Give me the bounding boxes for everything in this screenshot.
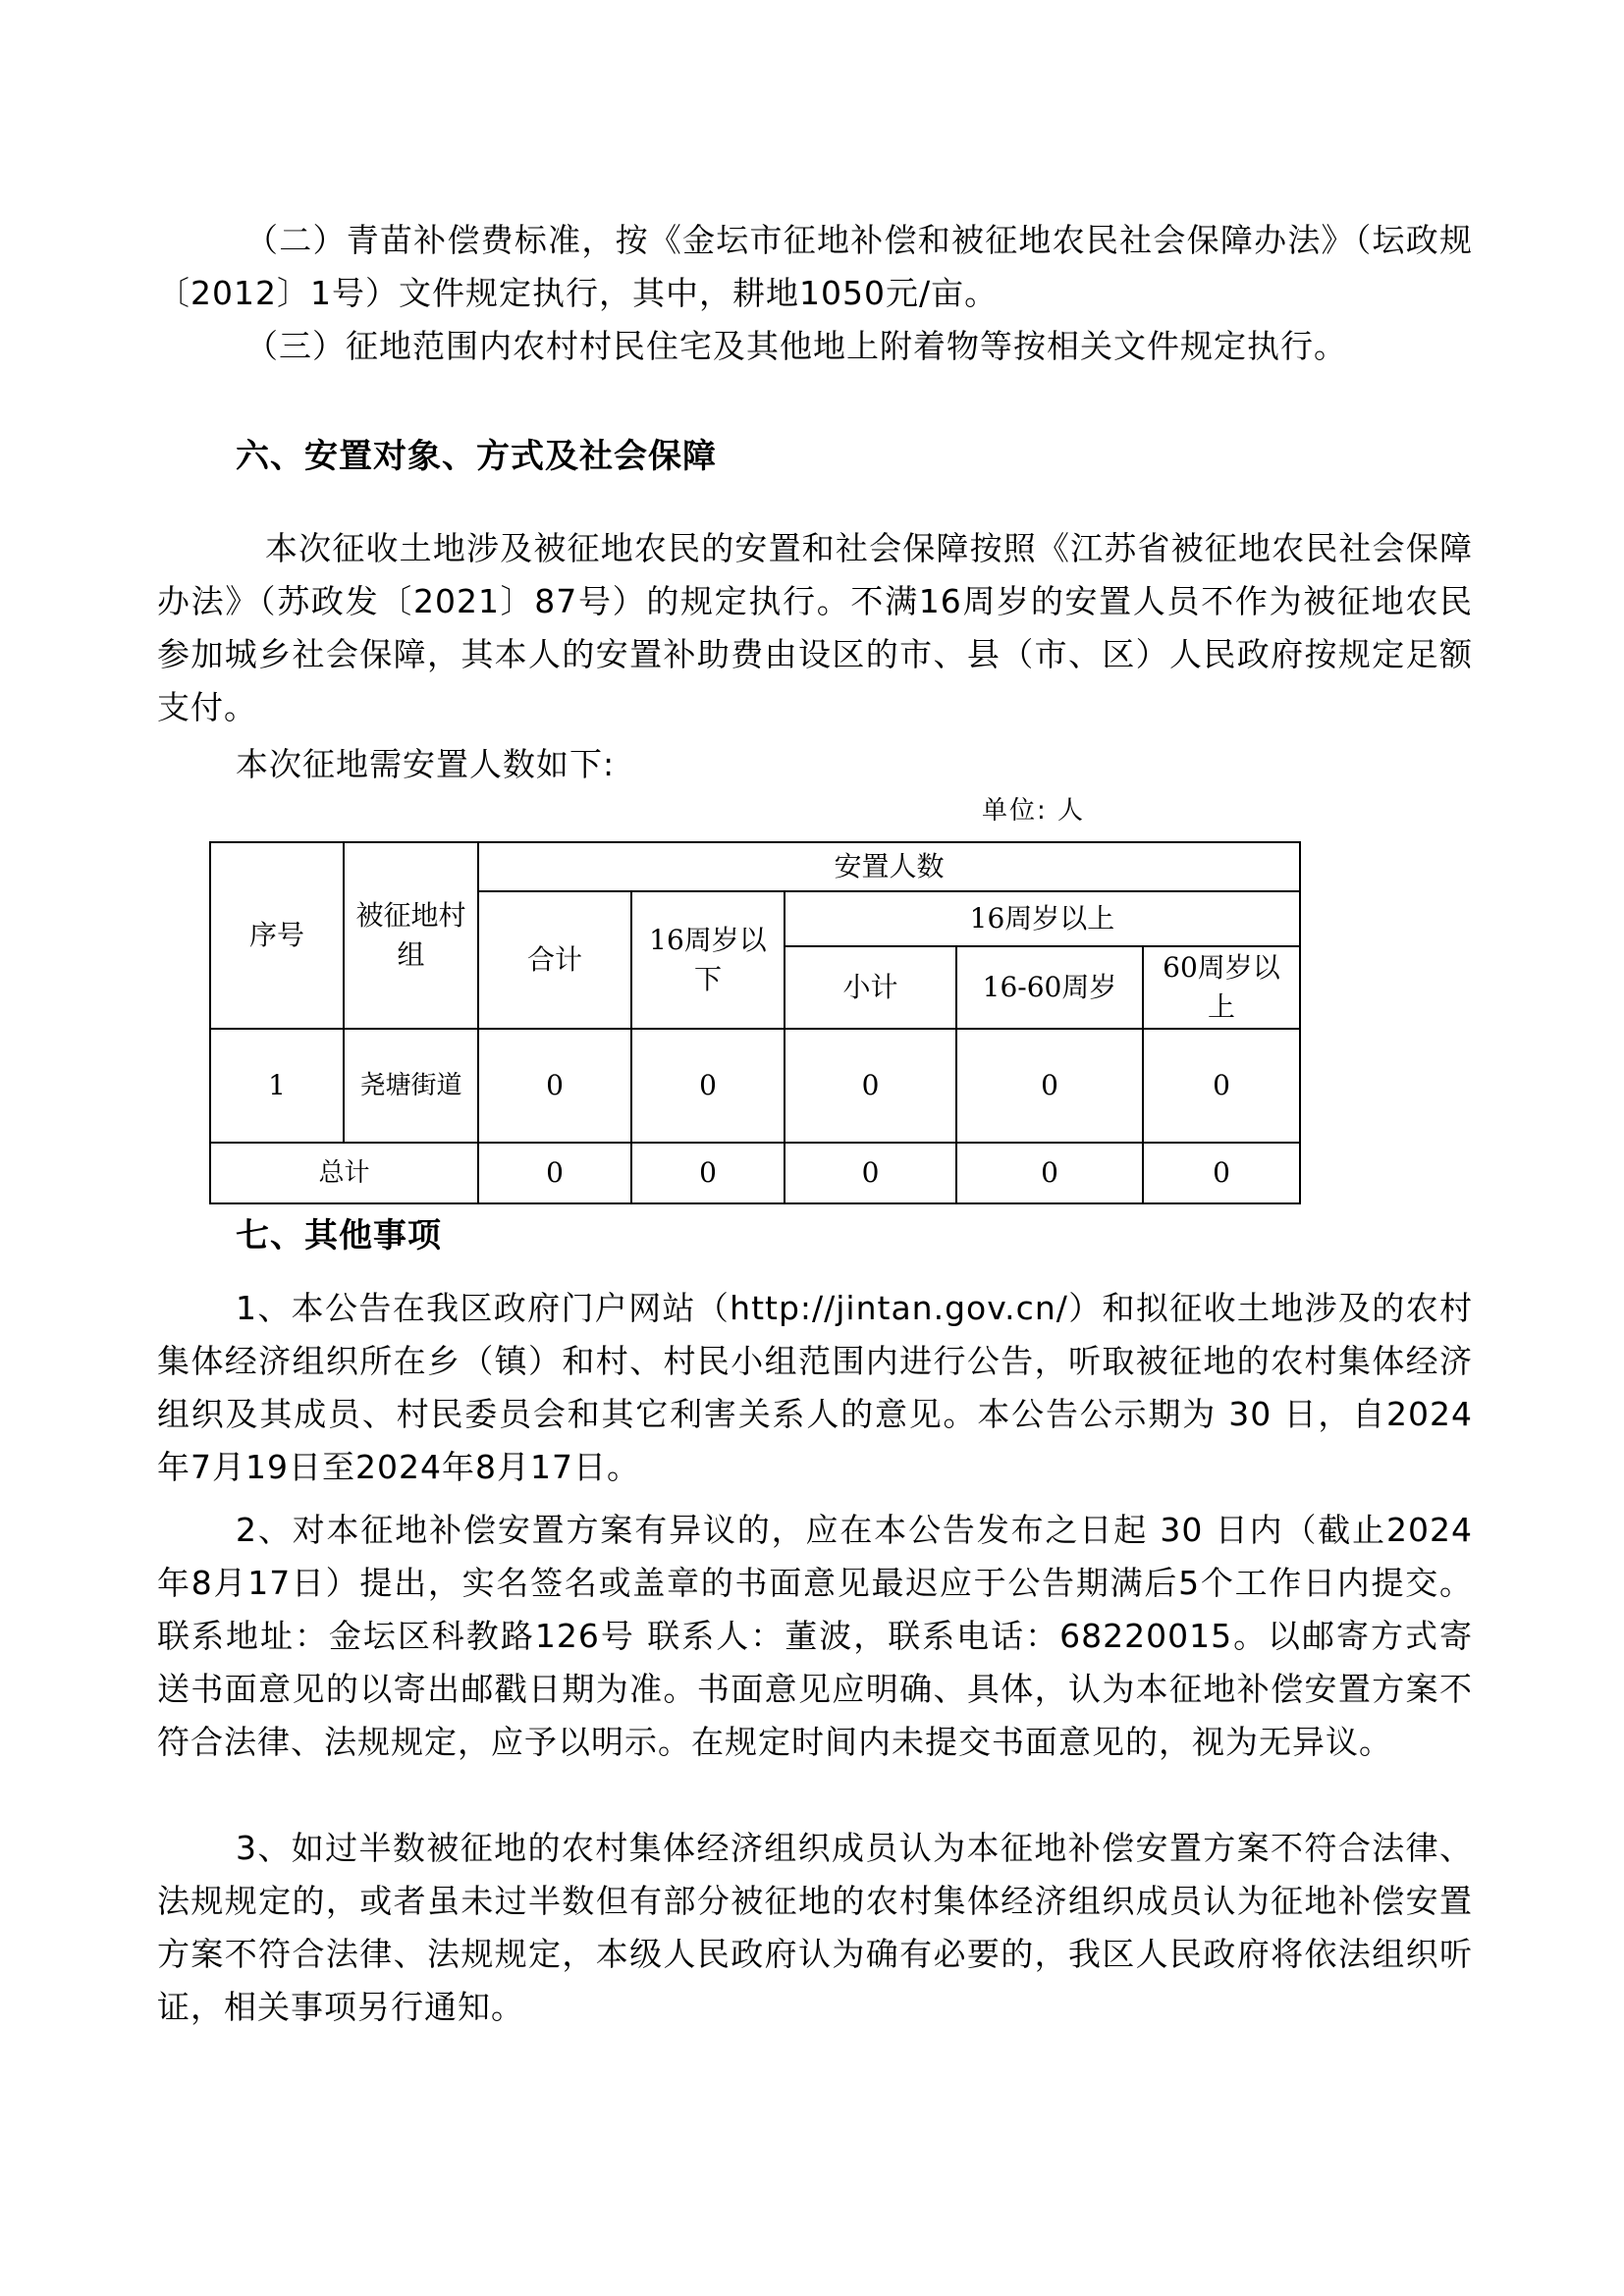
cell-sum-under16: 0 [631,1143,785,1203]
cell-subtotal: 0 [785,1029,956,1143]
header-age16-60: 16-60周岁 [956,946,1143,1029]
cell-sum-subtotal: 0 [785,1143,956,1203]
table-row [210,1029,1300,1143]
header-over60: 60周岁以上 [1143,946,1300,1029]
header-seq: 序号 [210,842,344,1029]
paragraph-item-2: 2、对本征地补偿安置方案有异议的，应在本公告发布之日起 30 日内（截止2024年8月17日）提出，实名签名或盖章的书面意见最迟应于公告期满后5个工作日内提交。联系地址：金坛区科教路126号 联系人：董波，联系电话：68220015。以邮寄方式寄送书面意见的以寄出邮戳日期为准。书面意见应明确、具体，认为本征地补偿安置方案不符合法律、法规规定，应予以明示。在规定时间内未提交书面意见的，视为无异议。 [157,1511,1473,1761]
paragraph-placement-count-intro: 本次征地需安置人数如下: [236,745,616,783]
header-total: 合计 [478,891,631,1029]
cell-sum-total: 0 [478,1143,631,1203]
header-under16: 16周岁以下 [631,891,785,1029]
paragraph-seedling-compensation: （二）青苗补偿费标准，按《金坛市征地补偿和被征地农民社会保障办法》（坛政规〔2012〕1号）文件规定执行，其中，耕地1050元/亩。 [157,221,1473,312]
cell-sum-over60: 0 [1143,1143,1300,1203]
section-heading-6: 六、安置对象、方式及社会保障 [236,437,717,476]
paragraph-residence-attachments: （三）征地范围内农村村民住宅及其他地上附着物等按相关文件规定执行。 [245,327,1347,365]
header-people: 安置人数 [478,842,1300,891]
header-over16: 16周岁以上 [785,891,1300,946]
cell-over60: 0 [1143,1029,1300,1143]
cell-under16: 0 [631,1029,785,1143]
cell-seq: 1 [210,1029,344,1143]
table-unit-label: 单位: 人 [982,796,1086,826]
cell-village: 尧塘街道 [344,1029,478,1143]
paragraph-placement-rules: 本次征收土地涉及被征地农民的安置和社会保障按照《江苏省被征地农民社会保障办法》（苏政发〔2021〕87号）的规定执行。不满16周岁的安置人员不作为被征地农民参加城乡社会保障，其本人的安置补助费由设区的市、县（市、区）人民政府按规定足额支付。 [157,529,1473,726]
header-village: 被征地村组 [344,842,478,1029]
paragraph-item-1: 1、本公告在我区政府门户网站（http://jintan.gov.cn/）和拟征收土地涉及的农村集体经济组织所在乡（镇）和村、村民小组范围内进行公告，听取被征地的农村集体经济组织及其成员、村民委员会和其它利害关系人的意见。本公告公示期为 30 日，自2024年7月19日至2024年8月17日。 [157,1289,1473,1486]
placement-count-table [209,841,1301,1204]
paragraph-item-3: 3、如过半数被征地的农村集体经济组织成员认为本征地补偿安置方案不符合法律、法规规定的，或者虽未过半数但有部分被征地的农村集体经济组织成员认为征地补偿安置方案不符合法律、法规规定，本级人民政府认为确有必要的，我区人民政府将依法组织听证，相关事项另行通知。 [157,1829,1473,2026]
cell-age16-60: 0 [956,1029,1143,1143]
table-sum-row [210,1143,1300,1203]
cell-sum-age16-60: 0 [956,1143,1143,1203]
cell-sum-label: 总计 [210,1143,478,1203]
cell-total: 0 [478,1029,631,1143]
section-heading-7: 七、其他事项 [236,1216,442,1255]
header-subtotal: 小计 [785,946,956,1029]
